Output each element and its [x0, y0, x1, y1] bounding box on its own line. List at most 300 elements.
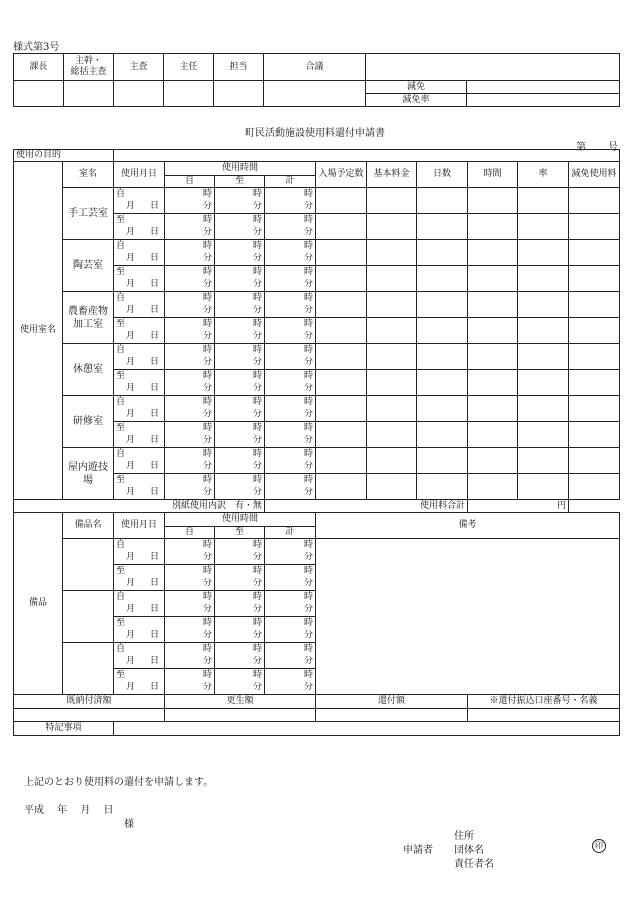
room-1-end-to-minute[interactable]: 分 — [215, 227, 265, 240]
room-1-end-from-hour[interactable]: 時 — [165, 214, 215, 227]
room-3-to-mark[interactable]: 至 — [114, 318, 165, 331]
room-3-from-reduced-fee-cell[interactable] — [569, 292, 620, 318]
room-1-to-attendance-cell[interactable] — [316, 214, 367, 240]
room-1-name — [63, 188, 114, 240]
fee-total-label: 使用料合計 — [265, 500, 468, 513]
equipment-3-from-mark[interactable]: 自 — [114, 643, 165, 656]
room-4-from-rate-cell[interactable] — [518, 344, 569, 370]
room-5-start-to-hour[interactable]: 時 — [215, 396, 265, 409]
room-4-end-to-minute[interactable]: 分 — [215, 383, 265, 396]
room-1-to-reduced-fee-cell[interactable] — [569, 214, 620, 240]
equipment-1-end-from-minute[interactable]: 分 — [165, 578, 215, 591]
room-4-end-from-hour[interactable]: 時 — [165, 370, 215, 383]
room-3-end-from-hour[interactable]: 時 — [165, 318, 215, 331]
room-header: 室名 — [63, 162, 114, 188]
hours-header: 時間 — [468, 162, 518, 188]
room-1-to-date[interactable]: 月 日 — [114, 227, 165, 240]
room-4-to-mark[interactable]: 至 — [114, 370, 165, 383]
equipment-3-start-from-minute[interactable]: 分 — [165, 656, 215, 669]
room-2-to-date[interactable]: 月 日 — [114, 279, 165, 292]
room-5-to-hours-cell[interactable] — [468, 422, 518, 448]
room-4-start-from-minute[interactable]: 分 — [165, 357, 215, 370]
room-3-from-hours-cell[interactable] — [468, 292, 518, 318]
equipment-1-from-date[interactable]: 月 日 — [114, 552, 165, 565]
account-value[interactable] — [468, 709, 620, 722]
room-5-from-date[interactable]: 月 日 — [114, 409, 165, 422]
approval-stamp-staff[interactable] — [214, 81, 264, 107]
room-1-to-mark[interactable]: 至 — [114, 214, 165, 227]
applicant-manager-label: 責任者名 — [454, 859, 494, 870]
equipment-3-to-date[interactable]: 月 日 — [114, 682, 165, 695]
equipment-time-header: 使用時間 — [165, 513, 316, 527]
equipment-3-end-total-minute[interactable]: 分 — [265, 682, 316, 695]
equipment-1-start-to-hour[interactable]: 時 — [215, 539, 265, 552]
room-6-to-days-cell[interactable] — [417, 474, 468, 500]
equipment-3-end-to-hour[interactable]: 時 — [215, 669, 265, 682]
room-1-end-from-minute[interactable]: 分 — [165, 227, 215, 240]
room-6-to-attendance-cell[interactable] — [316, 474, 367, 500]
room-1-start-to-hour[interactable]: 時 — [215, 188, 265, 201]
room-2-to-days-cell[interactable] — [417, 266, 468, 292]
room-4-from-attendance-cell[interactable] — [316, 344, 367, 370]
room-5-to-base-fee-cell[interactable] — [367, 422, 417, 448]
equipment-1-start-from-hour[interactable]: 時 — [165, 539, 215, 552]
equipment-2-start-total-minute[interactable]: 分 — [265, 604, 316, 617]
equipment-2-to-mark[interactable]: 至 — [114, 617, 165, 630]
room-2-start-total-minute[interactable]: 分 — [265, 253, 316, 266]
room-4-from-reduced-fee-cell[interactable] — [569, 344, 620, 370]
applicant-address-label: 住所 — [454, 831, 474, 842]
room-5-start-total-hour[interactable]: 時 — [265, 396, 316, 409]
room-6-end-total-hour[interactable]: 時 — [265, 474, 316, 487]
equipment-2-to-date[interactable]: 月 日 — [114, 630, 165, 643]
room-6-from-days-cell[interactable] — [417, 448, 468, 474]
room-1-start-to-minute[interactable]: 分 — [215, 201, 265, 214]
room-6-from-attendance-cell[interactable] — [316, 448, 367, 474]
room-3-end-to-hour[interactable]: 時 — [215, 318, 265, 331]
room-6-start-to-minute[interactable]: 分 — [215, 461, 265, 474]
equipment-1-end-to-minute[interactable]: 分 — [215, 578, 265, 591]
room-5-start-from-hour[interactable]: 時 — [165, 396, 215, 409]
room-3-start-total-hour[interactable]: 時 — [265, 292, 316, 305]
detail-note[interactable]: 別紙使用内訳 有・無 — [14, 500, 265, 513]
room-3-from-rate-cell[interactable] — [518, 292, 569, 318]
room-3-name-line: 農畜産物 — [68, 305, 108, 317]
room-2-from-attendance-cell[interactable] — [316, 240, 367, 266]
page-title: 町民活動施設使用料還付申請書 — [245, 128, 385, 139]
room-6-start-to-hour[interactable]: 時 — [215, 448, 265, 461]
room-4-to-reduced-fee-cell[interactable] — [569, 370, 620, 396]
room-2-end-from-hour[interactable]: 時 — [165, 266, 215, 279]
room-3-to-date[interactable]: 月 日 — [114, 331, 165, 344]
room-2-start-to-hour[interactable]: 時 — [215, 240, 265, 253]
room-6-name — [63, 448, 114, 500]
room-2-start-to-minute[interactable]: 分 — [215, 253, 265, 266]
room-4-to-rate-cell[interactable] — [518, 370, 569, 396]
refund-value[interactable] — [316, 709, 468, 722]
equipment-time-from-header: 自 — [165, 527, 215, 539]
room-5-from-days-cell[interactable] — [417, 396, 468, 422]
number-prefix: 第 — [576, 142, 586, 153]
applicant-group-label: 団体名 — [454, 845, 484, 856]
application-table — [13, 149, 620, 736]
room-3-start-from-hour[interactable]: 時 — [165, 292, 215, 305]
room-5-to-days-cell[interactable] — [417, 422, 468, 448]
time-header: 使用時間 — [165, 162, 316, 176]
approval-senior-line2: 総括主査 — [70, 67, 107, 77]
room-6-to-reduced-fee-cell[interactable] — [569, 474, 620, 500]
equipment-3-start-total-minute[interactable]: 分 — [265, 656, 316, 669]
room-1-to-hours-cell[interactable] — [468, 214, 518, 240]
equipment-2-start-from-minute[interactable]: 分 — [165, 604, 215, 617]
equipment-1-start-to-minute[interactable]: 分 — [215, 552, 265, 565]
room-6-to-base-fee-cell[interactable] — [367, 474, 417, 500]
room-2-from-hours-cell[interactable] — [468, 240, 518, 266]
room-5-end-total-hour[interactable]: 時 — [265, 422, 316, 435]
equipment-2-from-date[interactable]: 月 日 — [114, 604, 165, 617]
form-number: 様式第3号 — [13, 42, 60, 53]
equipment-1-end-total-hour[interactable]: 時 — [265, 565, 316, 578]
equipment-section-label: 備品 — [14, 513, 63, 695]
room-6-start-total-hour[interactable]: 時 — [265, 448, 316, 461]
room-4-from-date[interactable]: 月 日 — [114, 357, 165, 370]
room-3-to-days-cell[interactable] — [417, 318, 468, 344]
time-total-header: 計 — [265, 176, 316, 188]
room-1-start-from-minute[interactable]: 分 — [165, 201, 215, 214]
approval-header-senior — [64, 54, 114, 81]
room-5-name — [63, 396, 114, 448]
approval-stamp-senior[interactable] — [64, 81, 114, 107]
room-5-end-total-minute[interactable]: 分 — [265, 435, 316, 448]
room-1-from-mark[interactable]: 自 — [114, 188, 165, 201]
room-section-label: 使用室名 — [14, 162, 63, 500]
addressee-suffix: 様 — [124, 819, 134, 830]
room-5-to-mark[interactable]: 至 — [114, 422, 165, 435]
room-3-to-hours-cell[interactable] — [468, 318, 518, 344]
room-2-from-base-fee-cell[interactable] — [367, 240, 417, 266]
equipment-1-from-mark[interactable]: 自 — [114, 539, 165, 552]
room-4-from-hours-cell[interactable] — [468, 344, 518, 370]
room-4-start-from-hour[interactable]: 時 — [165, 344, 215, 357]
equipment-3-name[interactable] — [63, 643, 114, 695]
room-1-from-reduced-fee-cell[interactable] — [569, 188, 620, 214]
special-value[interactable] — [114, 722, 620, 736]
room-3-from-attendance-cell[interactable] — [316, 292, 367, 318]
room-6-from-reduced-fee-cell[interactable] — [569, 448, 620, 474]
fee-total-yen[interactable]: 円 — [468, 500, 569, 513]
equipment-1-start-total-hour[interactable]: 時 — [265, 539, 316, 552]
approval-stamp-inspector[interactable] — [114, 81, 164, 107]
time-from-header: 自 — [165, 176, 215, 188]
room-4-end-total-minute[interactable]: 分 — [265, 383, 316, 396]
room-2-start-from-hour[interactable]: 時 — [165, 240, 215, 253]
account-label: ※還付振込口座番号・名義 — [468, 695, 620, 709]
room-3-end-from-minute[interactable]: 分 — [165, 331, 215, 344]
room-1-to-base-fee-cell[interactable] — [367, 214, 417, 240]
room-5-name-line: 研修室 — [73, 416, 103, 427]
room-1-from-base-fee-cell[interactable] — [367, 188, 417, 214]
room-5-end-from-hour[interactable]: 時 — [165, 422, 215, 435]
attendance-header: 入場予定数 — [316, 162, 367, 188]
room-2-end-to-hour[interactable]: 時 — [215, 266, 265, 279]
equipment-2-end-to-hour[interactable]: 時 — [215, 617, 265, 630]
room-4-start-to-hour[interactable]: 時 — [215, 344, 265, 357]
equipment-3-start-total-hour[interactable]: 時 — [265, 643, 316, 656]
equipment-2-start-to-hour[interactable]: 時 — [215, 591, 265, 604]
applicant-label: 申請者 — [403, 845, 433, 856]
room-4-to-attendance-cell[interactable] — [316, 370, 367, 396]
room-2-from-mark[interactable]: 自 — [114, 240, 165, 253]
base-fee-header: 基本料金 — [367, 162, 417, 188]
room-5-from-mark[interactable]: 自 — [114, 396, 165, 409]
paid-value[interactable] — [14, 709, 165, 722]
equipment-date-header: 使用月日 — [114, 513, 165, 539]
room-5-end-from-minute[interactable]: 分 — [165, 435, 215, 448]
room-5-to-reduced-fee-cell[interactable] — [569, 422, 620, 448]
room-5-start-to-minute[interactable]: 分 — [215, 409, 265, 422]
room-6-to-date[interactable]: 月 日 — [114, 487, 165, 500]
approval-stamp-consult[interactable] — [264, 81, 366, 107]
room-6-end-from-minute[interactable]: 分 — [165, 487, 215, 500]
room-3-start-total-minute[interactable]: 分 — [265, 305, 316, 318]
room-5-from-attendance-cell[interactable] — [316, 396, 367, 422]
time-to-header: 至 — [215, 176, 265, 188]
equipment-2-end-from-minute[interactable]: 分 — [165, 630, 215, 643]
room-4-to-hours-cell[interactable] — [468, 370, 518, 396]
room-6-to-rate-cell[interactable] — [518, 474, 569, 500]
room-4-from-mark[interactable]: 自 — [114, 344, 165, 357]
date-header: 使用月日 — [114, 162, 165, 188]
room-2-start-total-hour[interactable]: 時 — [265, 240, 316, 253]
room-5-from-hours-cell[interactable] — [468, 396, 518, 422]
room-3-to-reduced-fee-cell[interactable] — [569, 318, 620, 344]
room-1-from-days-cell[interactable] — [417, 188, 468, 214]
equipment-3-start-to-minute[interactable]: 分 — [215, 656, 265, 669]
room-6-start-total-minute[interactable]: 分 — [265, 461, 316, 474]
equipment-3-start-to-hour[interactable]: 時 — [215, 643, 265, 656]
paid-label: 既納付済額 — [14, 695, 165, 709]
room-2-to-mark[interactable]: 至 — [114, 266, 165, 279]
room-3-name-line: 加工室 — [73, 318, 103, 330]
room-5-to-attendance-cell[interactable] — [316, 422, 367, 448]
equipment-1-end-to-hour[interactable]: 時 — [215, 565, 265, 578]
reduction-label: 減免 — [366, 81, 467, 94]
room-4-end-from-minute[interactable]: 分 — [165, 383, 215, 396]
room-4-start-total-minute[interactable]: 分 — [265, 357, 316, 370]
equipment-2-end-total-hour[interactable]: 時 — [265, 617, 316, 630]
equipment-3-end-to-minute[interactable]: 分 — [215, 682, 265, 695]
equipment-2-start-from-hour[interactable]: 時 — [165, 591, 215, 604]
equipment-2-start-to-minute[interactable]: 分 — [215, 604, 265, 617]
room-6-start-from-minute[interactable]: 分 — [165, 461, 215, 474]
room-6-from-base-fee-cell[interactable] — [367, 448, 417, 474]
room-5-start-total-minute[interactable]: 分 — [265, 409, 316, 422]
equipment-1-to-mark[interactable]: 至 — [114, 565, 165, 578]
room-4-from-days-cell[interactable] — [417, 344, 468, 370]
room-1-from-hours-cell[interactable] — [468, 188, 518, 214]
equipment-3-to-mark[interactable]: 至 — [114, 669, 165, 682]
room-3-to-attendance-cell[interactable] — [316, 318, 367, 344]
room-5-to-date[interactable]: 月 日 — [114, 435, 165, 448]
room-3-end-total-hour[interactable]: 時 — [265, 318, 316, 331]
room-3-from-date[interactable]: 月 日 — [114, 305, 165, 318]
room-1-to-days-cell[interactable] — [417, 214, 468, 240]
equipment-1-end-from-hour[interactable]: 時 — [165, 565, 215, 578]
change-value[interactable] — [165, 709, 316, 722]
equipment-2-start-total-hour[interactable]: 時 — [265, 591, 316, 604]
room-6-end-to-hour[interactable]: 時 — [215, 474, 265, 487]
room-4-from-base-fee-cell[interactable] — [367, 344, 417, 370]
room-4-to-days-cell[interactable] — [417, 370, 468, 396]
room-1-to-rate-cell[interactable] — [518, 214, 569, 240]
approval-header-consult: 合議 — [264, 54, 366, 81]
room-4-start-total-hour[interactable]: 時 — [265, 344, 316, 357]
room-3-start-to-hour[interactable]: 時 — [215, 292, 265, 305]
room-2-end-to-minute[interactable]: 分 — [215, 279, 265, 292]
equipment-name-header: 備品名 — [63, 513, 114, 539]
room-2-name-line: 陶芸室 — [73, 260, 103, 271]
room-2-to-reduced-fee-cell[interactable] — [569, 266, 620, 292]
room-1-end-total-minute[interactable]: 分 — [265, 227, 316, 240]
equipment-2-end-from-hour[interactable]: 時 — [165, 617, 215, 630]
room-6-end-to-minute[interactable]: 分 — [215, 487, 265, 500]
approval-header-staff: 担当 — [214, 54, 264, 81]
room-3-start-to-minute[interactable]: 分 — [215, 305, 265, 318]
seal-icon: 印 — [592, 839, 606, 853]
equipment-time-total-header: 計 — [265, 527, 316, 539]
room-4-name — [63, 344, 114, 396]
number-suffix: 号 — [608, 142, 618, 153]
remarks-header: 備考 — [316, 513, 620, 539]
room-6-end-from-hour[interactable]: 時 — [165, 474, 215, 487]
change-label: 更生額 — [165, 695, 316, 709]
room-2-from-days-cell[interactable] — [417, 240, 468, 266]
equipment-1-start-from-minute[interactable]: 分 — [165, 552, 215, 565]
room-2-to-hours-cell[interactable] — [468, 266, 518, 292]
room-6-name-line: 場 — [83, 474, 93, 486]
equipment-3-end-from-hour[interactable]: 時 — [165, 669, 215, 682]
statement: 上記のとおり使用料の還付を申請します。 — [24, 777, 214, 788]
remarks-cell[interactable] — [316, 539, 620, 695]
approval-blank-top — [366, 54, 620, 81]
room-5-end-to-hour[interactable]: 時 — [215, 422, 265, 435]
room-4-to-base-fee-cell[interactable] — [367, 370, 417, 396]
room-6-end-total-minute[interactable]: 分 — [265, 487, 316, 500]
room-1-end-to-hour[interactable]: 時 — [215, 214, 265, 227]
room-2-start-from-minute[interactable]: 分 — [165, 253, 215, 266]
refund-label: 還付額 — [316, 695, 468, 709]
room-6-from-hours-cell[interactable] — [468, 448, 518, 474]
purpose-label: 使用の目的 — [14, 150, 114, 162]
room-2-to-attendance-cell[interactable] — [316, 266, 367, 292]
equipment-3-from-date[interactable]: 月 日 — [114, 656, 165, 669]
special-label: 特記事項 — [14, 722, 114, 736]
room-2-from-date[interactable]: 月 日 — [114, 253, 165, 266]
room-3-from-base-fee-cell[interactable] — [367, 292, 417, 318]
room-5-to-rate-cell[interactable] — [518, 422, 569, 448]
room-2-to-rate-cell[interactable] — [518, 266, 569, 292]
room-3-start-from-minute[interactable]: 分 — [165, 305, 215, 318]
room-2-end-total-hour[interactable]: 時 — [265, 266, 316, 279]
room-1-start-from-hour[interactable]: 時 — [165, 188, 215, 201]
reduction-value[interactable] — [467, 81, 620, 94]
room-4-start-to-minute[interactable]: 分 — [215, 357, 265, 370]
approval-senior-line1: 主幹・ — [74, 56, 102, 66]
equipment-1-to-date[interactable]: 月 日 — [114, 578, 165, 591]
room-5-start-from-minute[interactable]: 分 — [165, 409, 215, 422]
approval-stamp-supervisor[interactable] — [164, 81, 214, 107]
room-3-to-base-fee-cell[interactable] — [367, 318, 417, 344]
room-6-to-mark[interactable]: 至 — [114, 474, 165, 487]
equipment-1-start-total-minute[interactable]: 分 — [265, 552, 316, 565]
room-6-name-line: 屋内遊技 — [68, 461, 108, 473]
room-5-from-base-fee-cell[interactable] — [367, 396, 417, 422]
room-1-name-line: 手工芸室 — [68, 208, 108, 219]
room-4-to-date[interactable]: 月 日 — [114, 383, 165, 396]
room-4-end-total-hour[interactable]: 時 — [265, 370, 316, 383]
approval-header-chief: 課長 — [14, 54, 64, 81]
room-2-from-rate-cell[interactable] — [518, 240, 569, 266]
reduced-fee-header: 減免使用料 — [569, 162, 620, 188]
room-3-from-days-cell[interactable] — [417, 292, 468, 318]
room-1-start-total-hour[interactable]: 時 — [265, 188, 316, 201]
equipment-2-name[interactable] — [63, 591, 114, 643]
room-5-from-reduced-fee-cell[interactable] — [569, 396, 620, 422]
equipment-3-start-from-hour[interactable]: 時 — [165, 643, 215, 656]
reduction-rate-value[interactable] — [467, 94, 620, 107]
room-3-from-mark[interactable]: 自 — [114, 292, 165, 305]
room-3-name — [63, 292, 114, 344]
room-5-end-to-minute[interactable]: 分 — [215, 435, 265, 448]
room-6-from-mark[interactable]: 自 — [114, 448, 165, 461]
approval-header-supervisor: 主任 — [164, 54, 214, 81]
room-6-from-date[interactable]: 月 日 — [114, 461, 165, 474]
equipment-1-end-total-minute[interactable]: 分 — [265, 578, 316, 591]
room-6-start-from-hour[interactable]: 時 — [165, 448, 215, 461]
room-3-end-to-minute[interactable]: 分 — [215, 331, 265, 344]
room-2-end-from-minute[interactable]: 分 — [165, 279, 215, 292]
equipment-1-name[interactable] — [63, 539, 114, 591]
room-2-to-base-fee-cell[interactable] — [367, 266, 417, 292]
purpose-input[interactable] — [114, 150, 620, 162]
room-1-from-rate-cell[interactable] — [518, 188, 569, 214]
equipment-3-end-total-hour[interactable]: 時 — [265, 669, 316, 682]
room-4-end-to-hour[interactable]: 時 — [215, 370, 265, 383]
room-1-from-date[interactable]: 月 日 — [114, 201, 165, 214]
approval-header-inspector: 主査 — [114, 54, 164, 81]
room-2-from-reduced-fee-cell[interactable] — [569, 240, 620, 266]
equipment-2-end-to-minute[interactable]: 分 — [215, 630, 265, 643]
approval-table — [13, 53, 620, 107]
room-3-end-total-minute[interactable]: 分 — [265, 331, 316, 344]
room-5-from-rate-cell[interactable] — [518, 396, 569, 422]
room-1-start-total-minute[interactable]: 分 — [265, 201, 316, 214]
room-1-end-total-hour[interactable]: 時 — [265, 214, 316, 227]
room-2-name — [63, 240, 114, 292]
rate-header: 率 — [518, 162, 569, 188]
approval-stamp-chief[interactable] — [14, 81, 64, 107]
room-6-to-hours-cell[interactable] — [468, 474, 518, 500]
equipment-2-end-total-minute[interactable]: 分 — [265, 630, 316, 643]
room-6-from-rate-cell[interactable] — [518, 448, 569, 474]
date-line[interactable]: 平成 年 月 日 — [24, 805, 114, 816]
equipment-2-from-mark[interactable]: 自 — [114, 591, 165, 604]
room-3-to-rate-cell[interactable] — [518, 318, 569, 344]
room-2-end-total-minute[interactable]: 分 — [265, 279, 316, 292]
equipment-3-end-from-minute[interactable]: 分 — [165, 682, 215, 695]
reduction-rate-label: 減免率 — [366, 94, 467, 107]
room-1-from-attendance-cell[interactable] — [316, 188, 367, 214]
